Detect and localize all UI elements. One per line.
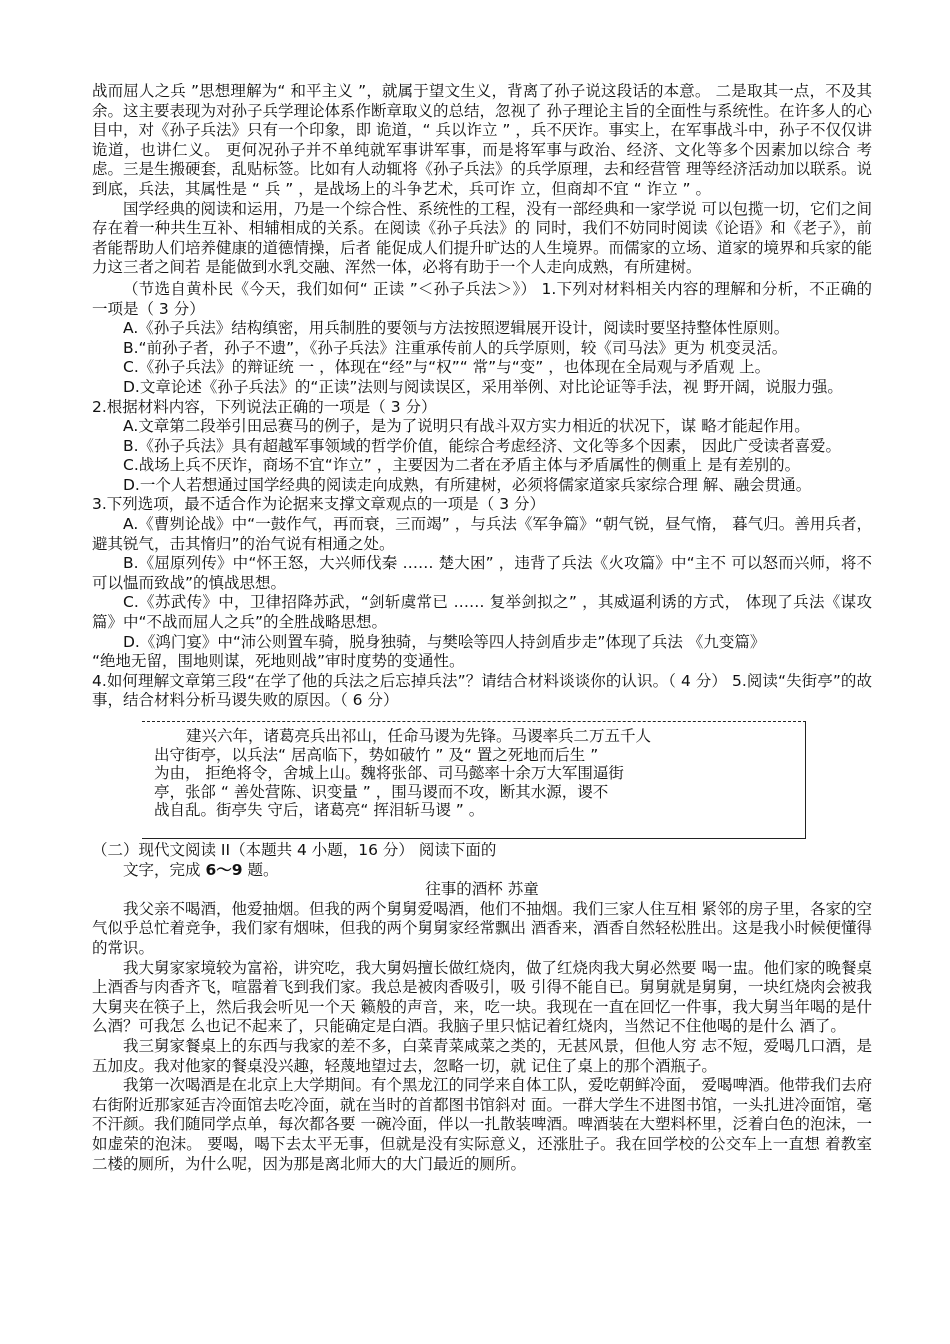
box-top-border [142, 721, 806, 722]
article-paragraph-1: 我父亲不喝酒，他爱抽烟。但我的两个舅舅爱喝酒，他们不抽烟。我们三家人住互相 紧邻的房子里，各家的空气似乎总忙着竞争，我们家有烟味，但我的两个舅舅家经常飘出 酒香来，酒香自然轻松胜出。这是我小时候便懂得的常识。 [92, 899, 872, 957]
q2-option-a: A.文章第二段举引田忌赛马的例子，是为了说明只有战斗双方实力相近的状况下，谋 略才能起作用。 [123, 417, 810, 436]
box-line-1: 建兴六年，诸葛亮兵出祁山，任命马谡为先锋。马谡率兵二万五千人 [186, 727, 652, 745]
box-line-5: 战自乱。街亭失 守后，诸葛亮“ 挥泪斩马谡 ” 。 [154, 801, 485, 820]
q3-option-b: B.《屈原列传》中“怀王怒，大兴师伐秦 …… 楚大困” ，违背了兵法《火攻篇》中“主不 可以怒而兴师，将不可以愠而致战”的慎战思想。 [92, 554, 872, 592]
q3-option-a: A.《曹刿论战》中“一鼓作气，再而衰，三而竭” ，与兵法《军争篇》“朝气锐，昼气惰， 暮气归。善用兵者，避其锐气，击其惰归”的治气说有相通之处。 [92, 515, 872, 553]
article-paragraph-3: 我三舅家餐桌上的东西与我家的差不多，白菜青菜咸菜之类的，无甚风景，但他人穷 志不短，爱喝几口酒，是五加皮。我对他家的餐桌没兴趣，轻蔑地望过去，忽略一切，就 记住了桌上的那个酒瓶子。 [92, 1036, 872, 1075]
q1-option-a: A.《孙子兵法》结构缜密，用兵制胜的要领与方法按照逻辑展开设计，阅读时要坚持整体性原则。 [123, 319, 790, 338]
q3-option-c: C.《苏武传》中，卫律招降苏武，“剑斩虞常已 …… 复举剑拟之” ，其威逼利诱的方式， 体现了兵法《谋攻篇》中“不战而屈人之兵”的全胜战略思想。 [92, 593, 872, 632]
box-line-3: 为由， 拒绝将令，舍城上山。魏将张郃、司马懿率十余万大军围逼街 [154, 764, 624, 783]
q3-option-d-continued: “绝地无留，围地则谋，死地则战”审时度势的变通性。 [92, 652, 465, 671]
source-and-question-1: （节选自黄朴民《今天，我们如何“ 正读 ”＜孙子兵法＞》） 1.下列对材料相关内容的理解和分析，不正确的一项是（ 3 分） [92, 279, 872, 318]
box-right-border [805, 721, 806, 839]
section-2-instruction [92, 861, 872, 881]
q1-option-d: D.文章论述《孙子兵法》的“正读”法则与阅读误区，采用举例、对比论证等手法，视 野开阔，说服力强。 [123, 377, 843, 396]
article-paragraph-4: 我第一次喝酒是在北京上大学期间。有个黑龙江的同学来自体工队，爱吃朝鲜冷面， 爱喝啤酒。他带我们去府右街附近那家延吉冷面馆去吃冷面，就在当时的首都图书馆斜对 面。一群大学生不进图书馆，一头扎进冷面馆，毫不汗颜。我们随同学点单，每次都各要 一碗冷面，伴以一扎散装啤酒。啤酒装在大塑料杯里，泛着白色的泡沫，一如虚荣的泡沫。 要喝，喝下去太平无事，但就是没有实际意义，还涨肚子。我在回学校的公交车上一直想 着教室二楼的厕所，为什么呢，因为那是离北师大的大门最近的厕所。 [92, 1076, 872, 1173]
q2-option-b: B.《孙子兵法》具有超越军事领域的哲学价值，能综合考虑经济、文化等多个因素， 因此广受读者喜爱。 [123, 436, 841, 455]
document-page [92, 82, 872, 1174]
article-title: 往事的酒杯 苏童 [425, 880, 539, 899]
box-line-4: 亭，张郃 “ 善处营陈、识变量 ” ，围马谡而不攻，断其水源，谡不 [154, 782, 609, 801]
q1-option-c: C.《孙子兵法》的辩证统 一 ，体现在“经”与“权”“ 常”与“变” ，也体现在全局观与矛盾观 上。 [123, 358, 771, 377]
box-line-2: 出守街亭，以兵法“ 居高临下，势如破竹 ” 及“ 置之死地而后生 ” [154, 745, 599, 764]
box-bottom-border [142, 838, 806, 839]
q1-option-b: B.“前孙子者，孙子不遗”，《孙子兵法》注重承传前人的兵学原则，较《司马法》更为 机变灵活。 [123, 338, 788, 357]
questions-4-and-5: 4.如何理解文章第三段“在学了他的兵法之后忘掉兵法”？请结合材料谈谈你的认识。（ 4 分） 5.阅读“失街亭”的故事，结合材料分析马谡失败的原因。（ 6 分） [92, 671, 872, 710]
story-box-text [154, 727, 794, 820]
q2-option-d: D.一个人若想通过国学经典的阅读走向成熟，有所建树，必须将儒家道家兵家综合理 解、融会贯通。 [123, 475, 812, 494]
instruction-suffix: 题。 [242, 860, 279, 879]
section-2-heading: （二）现代文阅读 II（本题共 4 小题，16 分） 阅读下面的 [92, 841, 497, 859]
story-box [142, 721, 806, 839]
paragraph-2: 国学经典的阅读和运用，乃是一个综合性、系统性的工程，没有一部经典和一家学说 可以包揽一切，它们之间存在着一种共生互补、相辅相成的关系。在阅读《孙子兵法》的 同时，我们不妨同时阅读《论语》和《老子》，前者能帮助人们培养健康的道德情操，后者 能促成人们提升旷达的人生境界。而儒家的立场、道家的境界和兵家的能力这三者之间若 是能做到水乳交融、浑然一体，必将有助于一个人走向成熟，有所建树。 [92, 199, 872, 277]
question-range: 6～9 [205, 860, 243, 879]
article-paragraph-2: 我大舅家家境较为富裕，讲究吃，我大舅妈擅长做红烧肉，做了红烧肉我大舅必然要 喝一盅。他们家的晚餐桌上酒香与肉香齐飞，喧嚣着飞到我们家。我总是被肉香吸引，吸 引得不能自已。舅舅就是舅舅，一块红烧肉会被我大舅夹在筷子上，然后我会听见一个天 籁般的声音，来，吃一块。我现在一直在回忆一件事，我大舅当年喝的是什么酒？可我怎 么也记不起来了，只能确定是白酒。我脑子里只惦记着红烧肉，当然记不住他喝的是什么 酒了。 [92, 958, 872, 1036]
question-2-stem: 2.根据材料内容，下列说法正确的一项是（ 3 分） [92, 397, 437, 416]
question-3-stem: 3.下列选项，最不适合作为论据来支撑文章观点的一项是（ 3 分） [92, 495, 546, 514]
paragraph-1: 战而屈人之兵 ”思想理解为“ 和平主义 ”，就属于望文生义，背离了孙子说这段话的本意。 二是取其一点，不及其余。这主要表现为对孙子兵学理论体系作断章取义的总结，忽视了 孙子理论主旨的全面性与系统性。在许多人的心目中，对《孙子兵法》只有一个印象，即 诡道，“ 兵以诈立 ” ，兵不厌诈。事实上，在军事战斗中，孙子不仅仅讲诡道，也讲仁义。 更何况孙子并不单纯就军事讲军事，而是将军事与政治、经济、文化等多个因素加以综合 考虑。三是生搬硬套，乱贴标签。比如有人动辄将《孙子兵法》的兵学原理，去和经营管 理等经济活动加以联系。说到底，兵法，其属性是 “ 兵 ” ，是战场上的斗争艺术，兵可诈 立，但商却不宜 “ 诈立 ” 。 [92, 82, 872, 198]
q3-option-d: D.《鸿门宴》中“沛公则置车骑，脱身独骑，与樊哙等四人持剑盾步走”体现了兵法 《九变篇》 [123, 632, 766, 651]
instruction-text: 文字，完成 [123, 860, 206, 879]
q2-option-c: C.战场上兵不厌诈，商场不宜“诈立” ，主要因为二者在矛盾主体与矛盾属性的侧重上 是有差别的。 [123, 456, 801, 475]
